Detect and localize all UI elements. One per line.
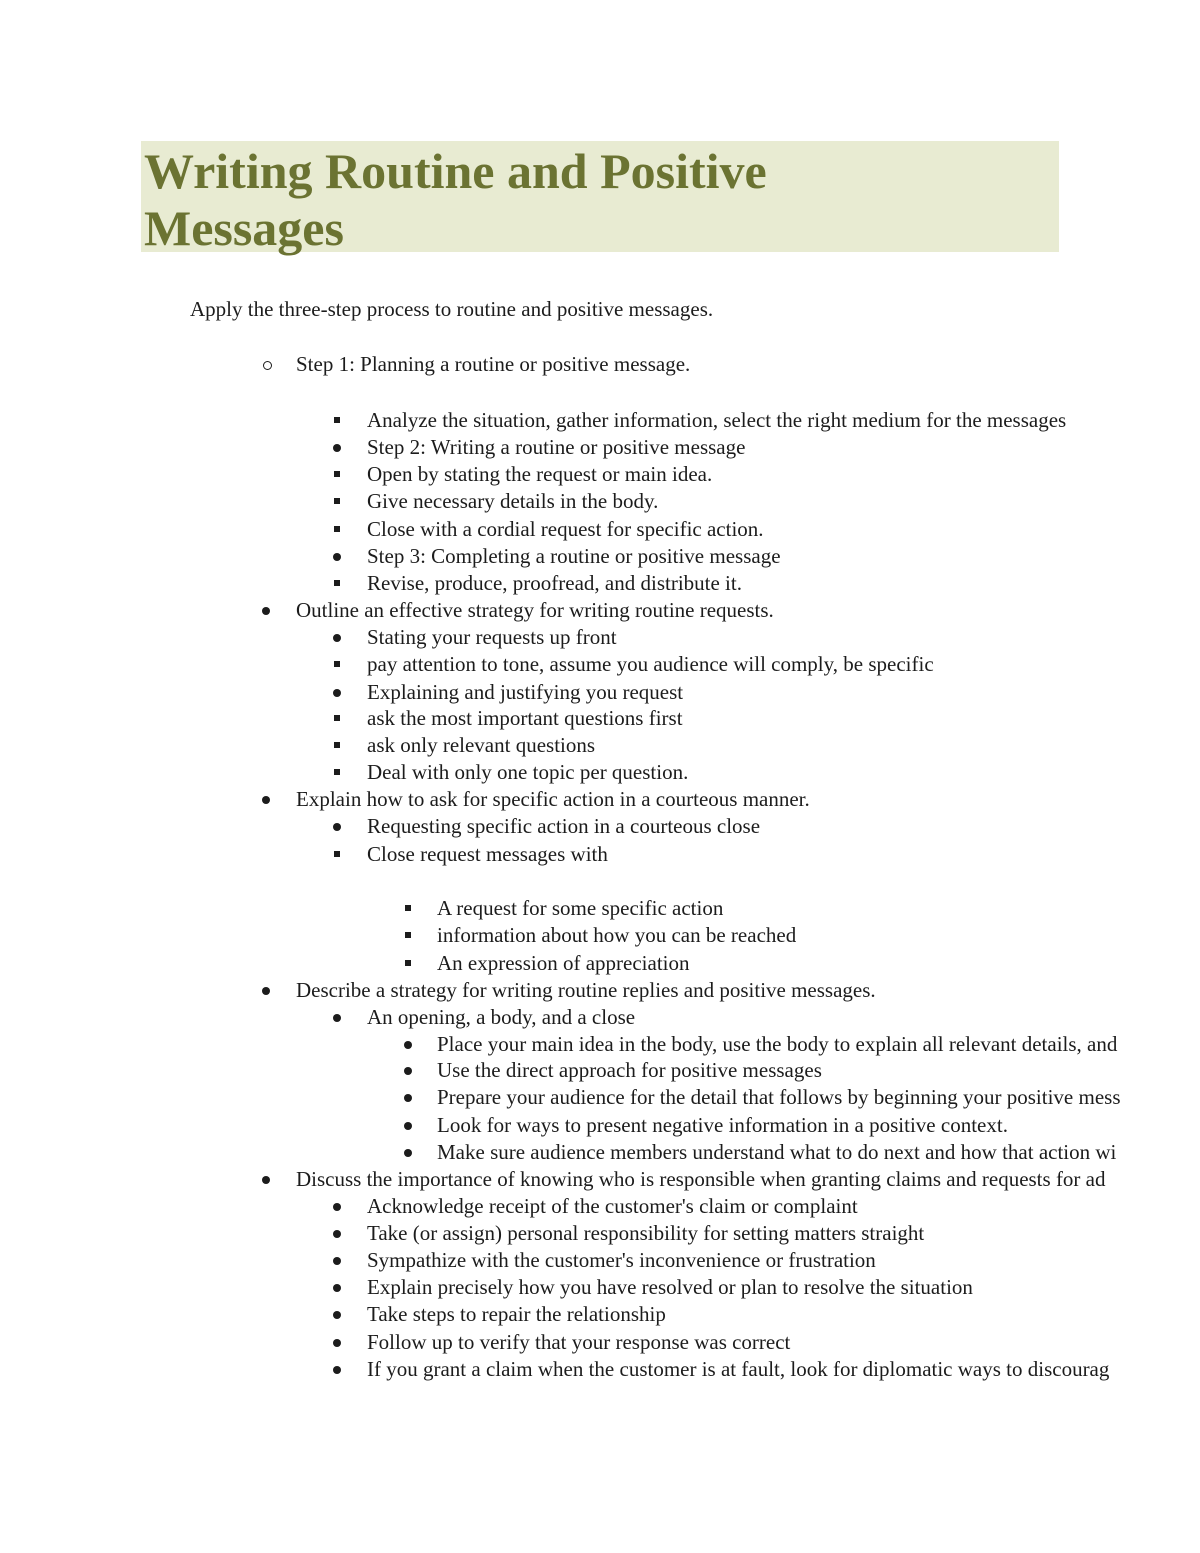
list-item: Explain precisely how you have resolved or plan to resolve the situation: [367, 1275, 973, 1299]
square-bullet-icon: [334, 742, 340, 748]
list-item: Outline an effective strategy for writing routine requests.: [296, 598, 774, 622]
square-bullet-icon: [405, 905, 411, 911]
list-item: Discuss the importance of knowing who is responsible when granting claims and requests for ad: [296, 1167, 1106, 1191]
list-item: Step 2: Writing a routine or positive message: [367, 435, 746, 459]
circle-bullet-icon: [263, 361, 272, 370]
list-item: Make sure audience members understand what to do next and how that action wi: [437, 1140, 1117, 1164]
list-item: Analyze the situation, gather information, select the right medium for the messages: [367, 408, 1067, 432]
list-item: Use the direct approach for positive messages: [437, 1058, 822, 1082]
list-item: A request for some specific action: [437, 896, 724, 920]
list-item: Place your main idea in the body, use the body to explain all relevant details, and: [437, 1032, 1118, 1056]
round-bullet-icon: [333, 1014, 341, 1022]
list-item: Follow up to verify that your response was correct: [367, 1330, 791, 1354]
round-bullet-icon: [333, 1339, 341, 1347]
list-item: Close with a cordial request for specific action.: [367, 517, 764, 541]
list-item: pay attention to tone, assume you audience will comply, be specific: [367, 652, 934, 676]
square-bullet-icon: [334, 580, 340, 586]
round-bullet-icon: [333, 689, 341, 697]
square-bullet-icon: [405, 932, 411, 938]
round-bullet-icon: [262, 987, 270, 995]
round-bullet-icon: [404, 1067, 412, 1075]
list-item: Prepare your audience for the detail that follows by beginning your positive mess: [437, 1085, 1121, 1109]
round-bullet-icon: [404, 1122, 412, 1130]
round-bullet-icon: [262, 607, 270, 615]
round-bullet-icon: [333, 1366, 341, 1374]
list-item: Open by stating the request or main idea.: [367, 462, 713, 486]
round-bullet-icon: [262, 796, 270, 804]
square-bullet-icon: [334, 471, 340, 477]
round-bullet-icon: [404, 1094, 412, 1102]
list-item: Acknowledge receipt of the customer's claim or complaint: [367, 1194, 858, 1218]
square-bullet-icon: [334, 417, 340, 423]
round-bullet-icon: [333, 444, 341, 452]
list-item: information about how you can be reached: [437, 923, 797, 947]
round-bullet-icon: [404, 1149, 412, 1157]
document-title: Writing Routine and Positive Messages: [144, 143, 767, 256]
round-bullet-icon: [404, 1041, 412, 1049]
list-item: Stating your requests up front: [367, 625, 617, 649]
list-item: Step 3: Completing a routine or positive message: [367, 544, 781, 568]
intro-text: Apply the three-step process to routine and positive messages.: [190, 297, 714, 321]
list-item: Explain how to ask for specific action in a courteous manner.: [296, 787, 810, 811]
list-item: Look for ways to present negative information in a positive context.: [437, 1113, 1008, 1137]
list-item: ask only relevant questions: [367, 733, 596, 757]
round-bullet-icon: [333, 1203, 341, 1211]
list-item: An expression of appreciation: [437, 951, 690, 975]
round-bullet-icon: [333, 1284, 341, 1292]
square-bullet-icon: [405, 960, 411, 966]
list-item: Step 1: Planning a routine or positive message.: [296, 352, 691, 376]
list-item: Describe a strategy for writing routine replies and positive messages.: [296, 978, 876, 1002]
square-bullet-icon: [334, 851, 340, 857]
square-bullet-icon: [334, 661, 340, 667]
round-bullet-icon: [333, 1230, 341, 1238]
list-item: ask the most important questions first: [367, 706, 683, 730]
list-item: An opening, a body, and a close: [367, 1005, 636, 1029]
list-item: Close request messages with: [367, 842, 608, 866]
square-bullet-icon: [334, 769, 340, 775]
list-item: Take steps to repair the relationship: [367, 1302, 666, 1326]
round-bullet-icon: [333, 823, 341, 831]
round-bullet-icon: [333, 1257, 341, 1265]
round-bullet-icon: [262, 1176, 270, 1184]
list-item: If you grant a claim when the customer is at fault, look for diplomatic ways to discourag: [367, 1357, 1110, 1381]
square-bullet-icon: [334, 498, 340, 504]
round-bullet-icon: [333, 634, 341, 642]
list-item: Give necessary details in the body.: [367, 489, 659, 513]
list-item: Sympathize with the customer's inconvenience or frustration: [367, 1248, 876, 1272]
list-item: Take (or assign) personal responsibility for setting matters straight: [367, 1221, 925, 1245]
square-bullet-icon: [334, 526, 340, 532]
round-bullet-icon: [333, 553, 341, 561]
list-item: Revise, produce, proofread, and distribute it.: [367, 571, 742, 595]
round-bullet-icon: [333, 1311, 341, 1319]
list-item: Deal with only one topic per question.: [367, 760, 689, 784]
square-bullet-icon: [334, 715, 340, 721]
list-item: Explaining and justifying you request: [367, 680, 684, 704]
list-item: Requesting specific action in a courteous close: [367, 814, 761, 838]
